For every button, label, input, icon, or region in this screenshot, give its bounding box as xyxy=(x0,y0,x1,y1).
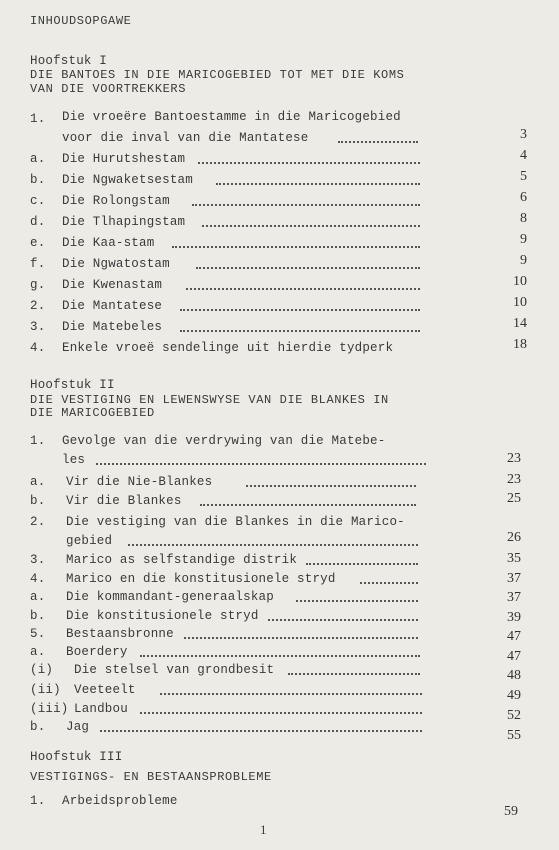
entry-text: Die Kaa-stam xyxy=(62,236,155,250)
chapter-heading: VESTIGINGS- EN BESTAANSPROBLEME xyxy=(30,770,272,784)
chapter-heading: DIE MARICOGEBIED xyxy=(30,406,155,420)
dot-leader xyxy=(338,140,418,143)
entry-text: Die stelsel van grondbesit xyxy=(74,663,275,677)
entry-number: d. xyxy=(30,215,46,229)
entry-text: Die Mantatese xyxy=(62,299,163,313)
entry-number: c. xyxy=(30,194,46,208)
page-ref: 47 xyxy=(507,649,521,664)
chapter-heading: VAN DIE VOORTREKKERS xyxy=(30,82,187,96)
entry-number: 1. xyxy=(30,794,46,808)
page-ref: 14 xyxy=(513,316,527,331)
page-ref: 37 xyxy=(507,590,521,605)
entry-text: Die Hurutshestam xyxy=(62,152,186,166)
entry-text: Die Ngwatostam xyxy=(62,257,170,271)
entry-text: voor die inval van die Mantatese xyxy=(62,131,309,145)
dot-leader xyxy=(306,562,418,565)
entry-text: Die Tlhapingstam xyxy=(62,215,186,229)
entry-number: a. xyxy=(30,152,46,166)
entry-text: Jag xyxy=(66,720,90,734)
entry-text: Die kommandant-generaalskap xyxy=(66,590,274,604)
entry-number: a. xyxy=(30,475,46,489)
page-ref: 5 xyxy=(520,169,527,184)
dot-leader xyxy=(288,672,420,675)
page-ref: 48 xyxy=(507,668,521,683)
entry-number: b. xyxy=(30,720,46,734)
page-ref: 4 xyxy=(520,148,527,163)
page-ref: 55 xyxy=(507,728,521,743)
entry-text: Gevolge van die verdrywing van die Matebe- xyxy=(62,434,386,448)
entry-text: Boerdery xyxy=(66,645,128,659)
dot-leader xyxy=(172,245,420,248)
entry-number: 5. xyxy=(30,627,46,641)
entry-number: a. xyxy=(30,590,46,604)
page-ref: 23 xyxy=(507,472,521,487)
page-ref: 18 xyxy=(513,337,527,352)
page-ref: 9 xyxy=(520,232,527,247)
entry-number: 2. xyxy=(30,515,46,529)
entry-number: f. xyxy=(30,257,46,271)
page-number: 1 xyxy=(260,822,267,837)
entry-number: b. xyxy=(30,173,46,187)
entry-text: Die Kwenastam xyxy=(62,278,163,292)
page-ref: 6 xyxy=(520,190,527,205)
dot-leader xyxy=(184,636,418,639)
page-ref: 35 xyxy=(507,551,521,566)
page-ref: 39 xyxy=(507,610,521,625)
dot-leader xyxy=(140,711,422,714)
page-ref: 49 xyxy=(507,688,521,703)
dot-leader xyxy=(128,543,418,546)
page-ref: 3 xyxy=(520,127,527,142)
entry-text: Die konstitusionele stryd xyxy=(66,609,259,623)
entry-text: Enkele vroeë sendelinge uit hierdie tydperk xyxy=(62,341,394,355)
entry-text: Arbeidsprobleme xyxy=(62,794,178,808)
entry-number: (iii) xyxy=(30,702,69,716)
dot-leader xyxy=(186,287,420,290)
page-ref: 10 xyxy=(513,274,527,289)
entry-text: gebied xyxy=(66,534,113,548)
dot-leader xyxy=(200,503,416,506)
page-ref: 9 xyxy=(520,253,527,268)
entry-number: e. xyxy=(30,236,46,250)
entry-number: (ii) xyxy=(30,683,61,697)
entry-text: Vir die Blankes xyxy=(66,494,182,508)
entry-text: Die Ngwaketsestam xyxy=(62,173,193,187)
entry-text: Bestaansbronne xyxy=(66,627,174,641)
chapter-heading: DIE VESTIGING EN LEWENSWYSE VAN DIE BLANKES IN xyxy=(30,393,389,407)
page-ref: 47 xyxy=(507,629,521,644)
dot-leader xyxy=(100,729,422,732)
entry-number: g. xyxy=(30,278,46,292)
dot-leader xyxy=(180,308,420,311)
dot-leader xyxy=(198,161,420,164)
dot-leader xyxy=(216,182,420,185)
dot-leader xyxy=(180,329,420,332)
entry-text: Landbou xyxy=(74,702,128,716)
entry-text: Die Rolongstam xyxy=(62,194,170,208)
dot-leader xyxy=(140,654,420,657)
entry-text: Vir die Nie-Blankes xyxy=(66,475,213,489)
dot-leader xyxy=(296,599,418,602)
page-ref: 26 xyxy=(507,530,521,545)
toc-title: INHOUDSOPGAWE xyxy=(30,14,132,28)
dot-leader xyxy=(360,581,418,584)
entry-text: Marico en die konstitusionele stryd xyxy=(66,572,336,586)
page-ref: 37 xyxy=(507,571,521,586)
chapter-label: Hoofstuk III xyxy=(30,750,123,764)
entry-text: Marico as selfstandige distrik xyxy=(66,553,298,567)
dot-leader xyxy=(192,203,420,206)
entry-number: b. xyxy=(30,494,46,508)
entry-number: 2. xyxy=(30,299,46,313)
page-ref: 10 xyxy=(513,295,527,310)
dot-leader xyxy=(160,692,422,695)
entry-number: 3. xyxy=(30,553,46,567)
page-ref: 52 xyxy=(507,708,521,723)
entry-number: b. xyxy=(30,609,46,623)
entry-number: 1. xyxy=(30,434,46,448)
dot-leader xyxy=(96,462,426,465)
chapter-label: Hoofstuk I xyxy=(30,54,108,68)
entry-text: les xyxy=(62,453,86,467)
entry-text: Die vestiging van die Blankes in die Marico- xyxy=(66,515,405,529)
page-ref: 59 xyxy=(504,804,518,819)
dot-leader xyxy=(196,266,420,269)
dot-leader xyxy=(268,618,418,621)
entry-number: a. xyxy=(30,645,46,659)
page-ref: 8 xyxy=(520,211,527,226)
page-ref: 25 xyxy=(507,491,521,506)
entry-text: Die Matebeles xyxy=(62,320,163,334)
chapter-label: Hoofstuk II xyxy=(30,378,115,392)
dot-leader xyxy=(246,484,416,487)
page-ref: 23 xyxy=(507,451,521,466)
entry-number: 4. xyxy=(30,572,46,586)
entry-number: (i) xyxy=(30,663,54,677)
entry-text: Die vroeëre Bantoestamme in die Maricogebied xyxy=(62,110,401,124)
dot-leader xyxy=(202,224,420,227)
chapter-heading: DIE BANTOES IN DIE MARICOGEBIED TOT MET DIE KOMS xyxy=(30,68,405,82)
entry-number: 1. xyxy=(30,112,46,126)
entry-number: 3. xyxy=(30,320,46,334)
entry-number: 4. xyxy=(30,341,46,355)
entry-text: Veeteelt xyxy=(74,683,136,697)
